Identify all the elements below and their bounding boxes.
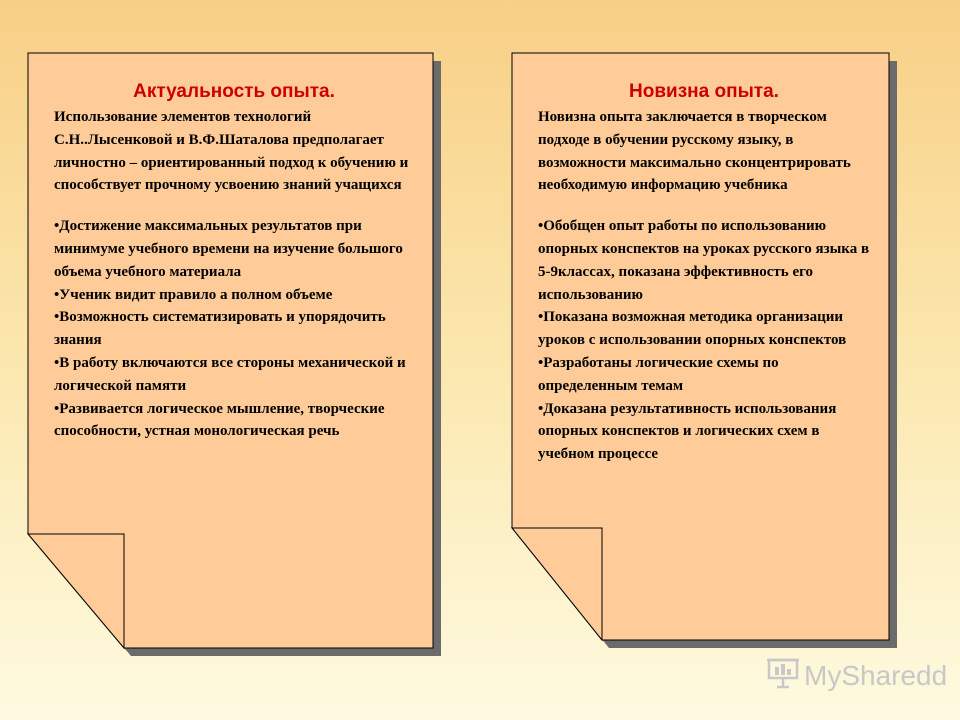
right-note-bullets	[538, 215, 870, 466]
list-item: •Показана возможная методика организации уроков с использовании опорных конспектов	[538, 309, 847, 349]
list-item: •Доказана результативность использования опорных конспектов и логических схем в учебном процессе	[538, 400, 837, 463]
right-note-intro: Новизна опыта заключается в творческом подходе в обучении русскому языку, в возможности максимально сконцентрировать необходимую информацию учебника	[538, 109, 851, 194]
list-item: •Развивается логическое мышление, творческие способности, устная монологическая речь	[54, 400, 385, 440]
left-note-title: Актуальность опыта.	[133, 81, 335, 102]
left-note-fold	[28, 534, 124, 648]
list-item: •Обобщен опыт работы по использованию опорных конспектов на уроках русского языка в 5-9классах, показана эффективность его использованию	[538, 218, 870, 303]
list-item: •В работу включаются все стороны механической и логической памяти	[54, 354, 406, 394]
left-note-intro: Использование элементов технологий С.Н..Лысенковой и В.Ф.Шаталова предполагает личностно – ориентированный подход к обучению и способствует прочному усвоению знаний учащихся	[54, 109, 409, 194]
left-note	[54, 80, 414, 443]
presentation-board-icon	[766, 655, 800, 696]
list-item: •Возможность систематизировать и упорядочить знания	[54, 309, 386, 349]
right-note	[538, 80, 870, 466]
watermark-text: MySharedd	[804, 659, 948, 691]
right-note-fold	[512, 528, 602, 640]
list-item: •Достижение максимальных результатов при минимуме учебного времени на изучение большого объема учебного материала	[54, 218, 403, 280]
watermark	[766, 655, 947, 696]
list-item: •Ученик видит правило а полном объеме	[54, 286, 333, 303]
list-item: •Разработаны логические схемы по определенным темам	[538, 354, 779, 394]
right-note-title: Новизна опыта.	[629, 81, 779, 102]
left-note-bullets	[54, 215, 414, 443]
